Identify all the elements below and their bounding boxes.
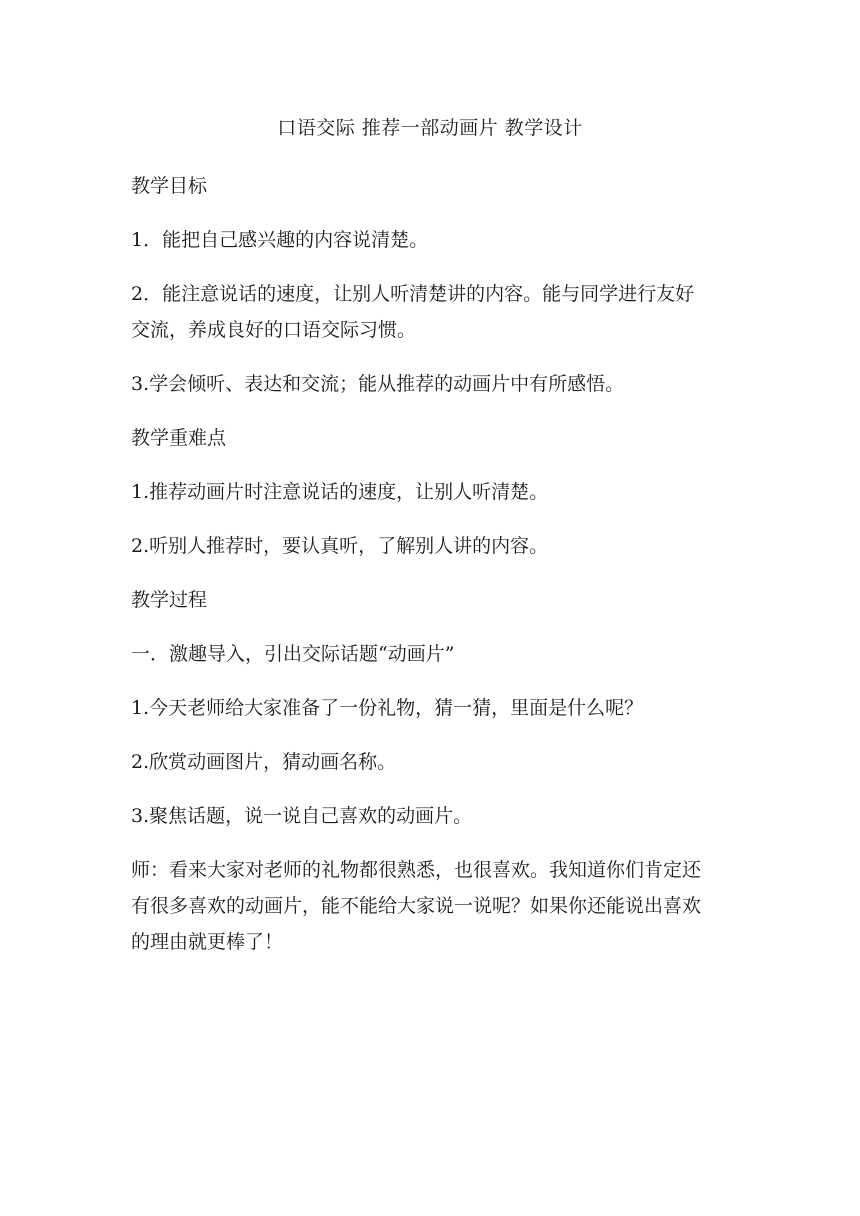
objective-item-1 <box>131 222 731 258</box>
process-item-1 <box>131 690 731 726</box>
paragraph-line: 2．能注意说话的速度，让别人听清楚讲的内容。能与同学进行友好 <box>131 283 695 305</box>
paragraph-line: 交流，养成良好的口语交际习惯。 <box>131 319 417 341</box>
paragraph-line: 的理由就更棒了！ <box>131 931 284 953</box>
paragraph-line: 2.欣赏动画图片，猜动画名称。 <box>131 751 397 773</box>
paragraph-line: 教学目标 <box>131 175 208 197</box>
objective-item-3 <box>131 366 731 402</box>
paragraph-line: 师：看来大家对老师的礼物都很熟悉，也很喜欢。我知道你们肯定还 <box>131 859 702 881</box>
paragraph-line: 有很多喜欢的动画片，能不能给大家说一说呢？如果你还能说出喜欢 <box>131 895 702 917</box>
process-item-2 <box>131 744 731 780</box>
paragraph-line: 1.推荐动画片时注意说话的速度，让别人听清楚。 <box>131 481 549 503</box>
process-step-heading <box>131 636 731 672</box>
paragraph-line: 教学过程 <box>131 589 208 611</box>
teacher-remark <box>131 852 731 960</box>
paragraph-line: 教学重难点 <box>131 427 227 449</box>
section-heading-process <box>131 582 731 618</box>
document-title: 口语交际 推荐一部动画片 教学设计 <box>277 117 583 139</box>
key-point-item-2 <box>131 528 731 564</box>
paragraph-line: 2.听别人推荐时，要认真听，了解别人讲的内容。 <box>131 535 549 557</box>
paragraph-line: 1.今天老师给大家准备了一份礼物，猜一猜，里面是什么呢？ <box>131 697 644 719</box>
paragraph-line: 3.学会倾听、表达和交流；能从推荐的动画片中有所感悟。 <box>131 373 625 395</box>
paragraph-line: 3.聚焦话题，说一说自己喜欢的动画片。 <box>131 805 473 827</box>
section-heading-key-points <box>131 420 731 456</box>
objective-item-2 <box>131 276 731 348</box>
section-heading-objectives <box>131 168 731 204</box>
paragraph-line: 一．激趣导入，引出交际话题“动画片” <box>131 643 455 665</box>
process-item-3 <box>131 798 731 834</box>
paragraph-line: 1．能把自己感兴趣的内容说清楚。 <box>131 229 429 251</box>
key-point-item-1 <box>131 474 731 510</box>
document-body <box>131 168 731 960</box>
